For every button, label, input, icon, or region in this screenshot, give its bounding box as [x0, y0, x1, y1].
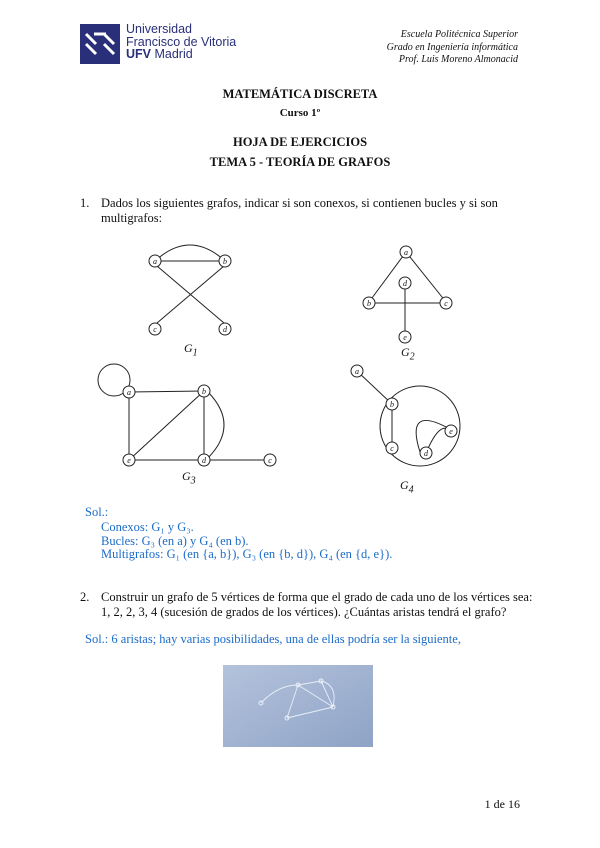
g4-edge-de-2 — [416, 420, 448, 452]
graph-label-g1 — [184, 341, 198, 358]
ex2-text — [101, 590, 541, 619]
svg-text:a: a — [153, 257, 157, 266]
g2-sub: 2 — [409, 351, 415, 363]
ex2-solution: Sol.: 6 aristas; hay varias posibilidades, una de ellas podría ser la siguiente, — [85, 632, 461, 646]
g4-edge-ab — [358, 372, 392, 404]
svg-text:c: c — [153, 325, 157, 334]
logo-line-2: Francisco de Vitoria — [126, 34, 237, 49]
svg-text:b: b — [202, 387, 206, 396]
g4-sub: 4 — [408, 484, 414, 496]
g3-letter: G — [182, 469, 191, 483]
logo-line-3: UFV — [126, 47, 151, 61]
logo-line-4: Madrid — [154, 47, 193, 61]
ex1-solution — [101, 521, 392, 562]
solution-graph-photo — [223, 665, 373, 747]
graph-label-g3 — [182, 469, 196, 486]
ex2-text-line2: 1, 2, 2, 3, 4 (sucesión de grados de los vértices). ¿Cuántas aristas tendrá el grafo? — [101, 604, 507, 619]
svg-text:c: c — [268, 456, 272, 465]
g2-edge-ab — [369, 252, 406, 302]
g3-sub: 3 — [190, 475, 196, 487]
ex1-text-line2: multigrafos: — [101, 210, 163, 225]
course-title: MATEMÁTICA DISCRETA — [222, 87, 378, 101]
g1-sub: 1 — [192, 347, 198, 359]
ex2-text-line1: Construir un grafo de 5 vértices de forma que el grado de cada uno de los vértices sea: — [101, 590, 533, 604]
topic-title: TEMA 5 - TEORÍA DE GRAFOS — [209, 155, 391, 169]
svg-text:d: d — [424, 449, 428, 458]
svg-text:c: c — [444, 299, 448, 308]
ex2-number: 2. — [80, 590, 90, 604]
g2-letter: G — [401, 345, 410, 359]
logo-line-1: Universidad — [126, 22, 193, 36]
svg-text:e: e — [127, 456, 131, 465]
page-number: 1 de 16 — [484, 797, 520, 811]
course-year: Curso 1º — [279, 107, 321, 119]
svg-text:e: e — [403, 333, 407, 342]
ex1-text-line1: Dados los siguientes grafos, indicar si son conexos, si contienen bucles y si son — [101, 196, 498, 210]
g1-edge-ab-arc — [155, 245, 225, 261]
svg-text:a: a — [127, 388, 131, 397]
svg-text:e: e — [449, 427, 453, 436]
svg-text:b: b — [223, 257, 227, 266]
g3-edge-ab — [129, 391, 204, 392]
graph-label-g4 — [400, 478, 414, 495]
ex1-sol-loops: Bucles: G₃ (en a) y G₄ (en b). — [101, 533, 249, 548]
header-professor: Prof. Luis Moreno Almonacid — [398, 54, 518, 65]
graph-label-g2 — [401, 345, 415, 362]
ex1-sol-connected: Conexos: G₁ y G₃. — [101, 520, 194, 534]
svg-text:d: d — [403, 279, 407, 288]
g2-edge-ac — [406, 252, 446, 302]
svg-text:d: d — [223, 325, 227, 334]
g3-edge-be — [129, 391, 204, 460]
svg-text:b: b — [390, 400, 394, 409]
ex1-number: 1. — [80, 196, 90, 210]
g4-letter: G — [400, 478, 409, 492]
sheet-title: HOJA DE EJERCICIOS — [232, 135, 368, 149]
svg-text:a: a — [404, 248, 408, 257]
header-degree: Grado en Ingeniería informática — [386, 41, 518, 53]
g3-edge-bd-arc — [208, 392, 224, 458]
ex1-sol-multigraphs: Multigrafos: G₁ (en {a, b}), G₃ (en {b, d}), G₄ (en {d, e}). — [101, 547, 393, 561]
svg-text:d: d — [202, 456, 206, 465]
g1-letter: G — [184, 341, 193, 355]
ex1-solution-title: Sol.: — [85, 505, 109, 519]
header-school: Escuela Politécnica Superior — [400, 29, 518, 40]
svg-text:b: b — [367, 299, 371, 308]
svg-text:a: a — [355, 367, 359, 376]
svg-text:c: c — [390, 444, 394, 453]
